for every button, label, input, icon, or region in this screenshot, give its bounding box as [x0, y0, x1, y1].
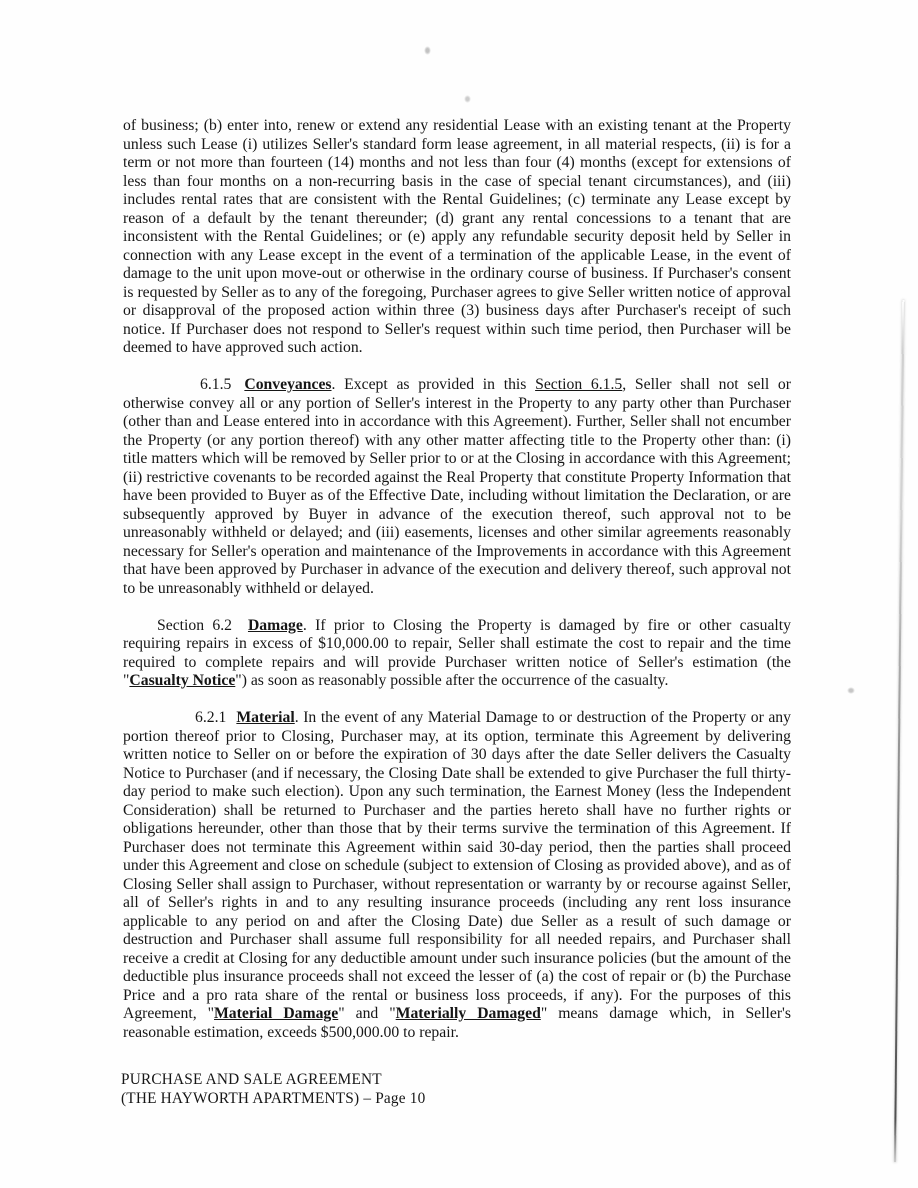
- text-segment: ") as soon as reasonably possible after the occurrence of the casualty.: [235, 672, 669, 689]
- scan-speck-artifact: [424, 46, 431, 55]
- text-segment: Conveyances: [244, 376, 332, 393]
- paragraph-6-2-1-material: [123, 709, 791, 1042]
- text-segment: . In the event of any Material Damage to or destruction of the Property or any portion thereof prior to Closing, Purchaser may, at its option, terminate this Agreement by delivering written notice to Seller on or before the expiration of 30 days after the date Seller delivers the Casualty Notice to Purchaser (and if necessary, the Closing Date shall be extended to give Purchaser the full thirty-day period to make such election). Upon any such termination, the Earnest Money (less the Independent Consideration) shall be returned to Purchaser and the parties hereto shall have no further rights or obligations hereunder, other than those that by their terms survive the termination of this Agreement. If Purchaser does not terminate this Agreement within said 30-day period, then the parties shall proceed under this Agreement and close on schedule (subject to extension of Closing as provided above), and as of Closing Seller shall assign to Purchaser, without representation or warranty by or recourse against Seller, all of Seller's rights in and to any resulting insurance proceeds (including any rent loss insurance applicable to any period on and after the Closing Date) due Seller as a result of such damage or destruction and Purchaser shall assume full responsibility for all needed repairs, and Purchaser shall receive a credit at Closing for any deductible amount under such insurance policies (but the amount of the deductible plus insurance proceeds shall not exceed the lesser of (a) the cost of repair or (b) the Purchase Price and a pro rata share of the rental or business loss proceeds, if any). For the purposes of this Agreement, ": [123, 709, 791, 1022]
- text-segment: Casualty Notice: [129, 672, 236, 689]
- text-segment: Section 6.2: [157, 616, 232, 634]
- document-body-text: [123, 117, 791, 1042]
- text-segment: Material: [236, 709, 295, 726]
- text-segment: . Except as provided in this: [331, 376, 536, 393]
- text-segment: . If prior to Closing the Property is damaged by fire or other casualty requiring repairs in excess of $10,000.00 to repair, Seller shall estimate the cost to repair and the time required to complete repairs and will provide Purchaser written notice of Seller's estimation (the ": [123, 616, 791, 689]
- text-segment: " means damage which, in Seller's reasonable estimation, exceeds $500,000.00 to repair.: [123, 1005, 791, 1041]
- text-segment: " and ": [338, 1005, 396, 1022]
- text-segment: , Seller shall not sell or otherwise convey all or any portion of Seller's interest in the Property to any party other than Purchaser (other than and Lease entered into in accordance with this Agreement). Further, Seller shall not encumber the Property (or any portion thereof) with any other matter affecting title to the Property other than: (i) title matters which will be removed by Seller prior to or at the Closing in accordance with this Agreement; (ii) restrictive covenants to be recorded against the Real Property that constitute Property Information that have been provided to Buyer as of the Effective Date, including without limitation the Declaration, or are subsequently approved by Buyer in advance of the execution thereof, such approval not to be unreasonably withheld or delayed; and (iii) easements, licenses and other similar agreements reasonably necessary for Seller's operation and maintenance of the Improvements in accordance with this Agreement that have been approved by Purchaser in advance of the execution and delivery thereof, such approval not to be unreasonably withheld or delayed.: [123, 376, 791, 597]
- scan-edge-line-artifact: [894, 300, 904, 1162]
- text-segment: 6.2.1: [195, 709, 227, 726]
- tab-space: [231, 388, 244, 389]
- tab-space: [226, 721, 236, 722]
- text-segment: Damage: [247, 616, 303, 634]
- tab-space: [232, 629, 248, 630]
- scan-speck-artifact: [464, 95, 471, 103]
- text-segment: 6.1.5: [200, 376, 232, 393]
- paragraph-section-6-2-damage: [123, 617, 791, 691]
- page-footer: [121, 1071, 425, 1108]
- text-segment: Section 6.1.5: [535, 376, 623, 393]
- text-segment: Materially Damaged: [395, 1005, 541, 1022]
- text-segment: of business; (b) enter into, renew or extend any residential Lease with an existing tenant at the Property unless such Lease (i) utilizes Seller's standard form lease agreement, in all material respects, (ii) is for a term or not more than fourteen (14) months and not less than four (4) months (except for extensions of less than four months on a non-recurring basis in the case of special tenant circumstances), and (iii) includes rental rates that are consistent with the Rental Guidelines; (c) terminate any Lease except by reason of a default by the tenant thereunder; (d) grant any rental concessions to a tenant that are inconsistent with the Rental Guidelines; or (e) apply any refundable security deposit held by Seller in connection with any Lease except in the event of a termination of the applicable Lease, in the event of damage to the unit upon move-out or otherwise in the ordinary course of business. If Purchaser's consent is requested by Seller as to any of the foregoing, Purchaser agrees to give Seller written notice of approval or disapproval of the proposed action within three (3) business days after Purchaser's receipt of such notice. If Purchaser does not respond to Seller's request within such time period, then Purchaser will be deemed to have approved such action.: [123, 117, 791, 356]
- paragraph-continuation: [123, 117, 791, 358]
- text-segment: Material Damage: [214, 1005, 339, 1022]
- footer-line-agreement-title: PURCHASE AND SALE AGREEMENT: [121, 1071, 382, 1088]
- paragraph-6-1-5-conveyances: [123, 376, 791, 598]
- scan-speck-artifact: [847, 687, 855, 694]
- footer-line-property-page-number: (THE HAYWORTH APARTMENTS) – Page 10: [121, 1089, 426, 1107]
